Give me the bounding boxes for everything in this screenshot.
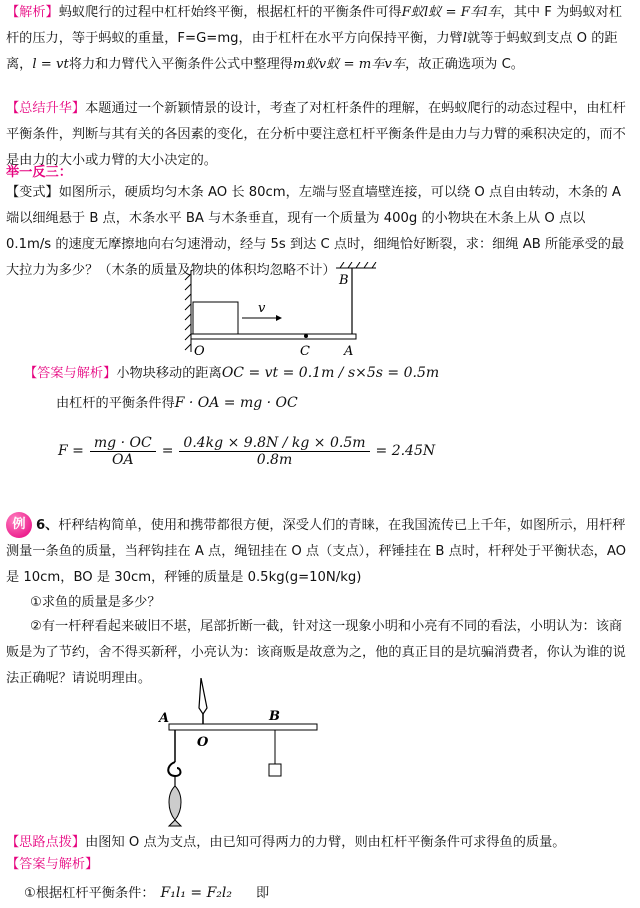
answer-tag-2: 【答案与解析】	[6, 857, 99, 872]
hook	[168, 762, 180, 776]
equals-sign: =	[161, 443, 174, 459]
label-a-2: A	[159, 711, 170, 726]
label-v: v	[258, 301, 266, 316]
balance-equation: F · OA = mg · OC	[174, 395, 298, 411]
analysis-text-1: 蚂蚁爬行的过程中杠杆始终平衡，根据杠杆的平衡条件可得	[58, 5, 402, 20]
force-calculation	[58, 424, 435, 478]
fraction-1-den: OA	[112, 451, 134, 468]
summary-text: 本题通过一个新颖情景的设计，考查了对杠杆条件的理解，在蚂蚁爬行的动态过程中，由杠杆平衡条件，判断与其有关的各因素的变化，在分析中要注意杠杆平衡条件是由力与力臂的乘积决定的，而不是由力的大小或力臂的大小决定的。	[6, 101, 626, 168]
handle-loop	[199, 678, 207, 714]
equation-ant-car: F蚁l蚁 = F车l车	[401, 5, 501, 20]
label-o: O	[194, 344, 205, 359]
analysis-tag: 【解析】	[6, 5, 59, 20]
answer-tag: 【答案与解析】	[24, 366, 117, 381]
wall-hatch	[185, 270, 191, 352]
hint-text: 由图知 O 点为支点，由已知可得两力的力臂，则由杠杆平衡条件可求得鱼的质量。	[85, 835, 566, 850]
label-b-2: B	[269, 709, 280, 724]
fraction-1	[90, 435, 156, 468]
subquestion-1: ①求鱼的质量是多少？	[30, 595, 161, 610]
answer-tag-2-line	[6, 852, 632, 878]
label-a: A	[344, 344, 354, 359]
force-result: = 2.45N	[375, 443, 436, 459]
variant-text: 【变式】如图所示，硬质均匀木条 AO 长 80cm，左端与竖直墙壁连接，可以绕 O 点自由转动，木条的 A 端以细绳悬于 B 点，木条水平 BA 与木条垂直，现有一个质量为 400g 的小物块在木条上从 O 点以 0.1m/s 的速度无摩擦地向右匀速滑动，经与 5s 到达 C 点时，细绳恰好断裂，求：细绳 AB 所能承受的最大拉力为多少？（木条的质量及物块的体积均忽略不计）	[6, 185, 625, 278]
solution-text: ①根据杠杆平衡条件：	[24, 886, 155, 901]
example-badge: 例	[6, 512, 32, 538]
symbol-l: l	[462, 31, 467, 46]
example-6-question	[6, 512, 632, 591]
lever-wall-diagram	[176, 262, 386, 362]
example-number: 6、	[36, 518, 59, 533]
lever-law-equation: F₁l₁ = F₂l₂	[160, 885, 232, 901]
subquestion-2-text: ②有一杆秤看起来破旧不堪，尾部折断一截，针对这一现象小明和小亮有不同的看法，小明认为：该商贩是为了节约，舍不得买新秤，小亮认为：该商贩是故意为之，他的真正目的是坑骗消费者，你认为谁的说法正确呢？请说明理由。	[6, 619, 626, 686]
fraction-2-den: 0.8m	[256, 451, 293, 468]
distance-equation: OC = vt = 0.1m / s×5s = 0.5m	[221, 365, 440, 381]
equation-l-vt: l = vt	[32, 57, 69, 72]
sliding-block	[193, 302, 238, 334]
point-c-dot	[304, 334, 308, 338]
summary-tag: 【总结升华】	[6, 101, 86, 116]
answer-line	[24, 360, 632, 387]
analysis-text-5: ，故正确选项为 C。	[405, 57, 524, 72]
label-o-2: O	[197, 735, 209, 750]
ceiling-hatch	[336, 262, 376, 268]
lever-plank	[191, 334, 356, 339]
analysis-paragraph	[6, 0, 632, 78]
hint-tag: 【思路点拨】	[6, 835, 86, 850]
example-text: 杆秤结构简单，使用和携带都很方便，深受人们的青睐，在我国流传已上千年，如图所示，用杆秤测量一条鱼的质量，当秤钩挂在 A 点，绳钮挂在 O 点（支点），秤锤挂在 B 点时，杆秤处于平衡状态，AO 是 10cm，BO 是 30cm，秤锤的质量是 0.5kg(g=10N/kg)	[6, 518, 627, 585]
variant-heading: 举一反三：	[6, 165, 72, 180]
balance-line	[56, 390, 632, 417]
answer-text: 小物块移动的距离	[116, 366, 222, 381]
fraction-1-num: mg · OC	[90, 435, 156, 452]
solution-tail: 即	[255, 886, 270, 901]
fish	[169, 786, 181, 826]
equation-mv: m蚁v蚁 = m车v车	[292, 57, 406, 72]
analysis-text-4: 将力和力臂代入平衡条件公式中整理得	[68, 57, 293, 72]
label-b: B	[339, 273, 349, 288]
steelyard-diagram	[155, 678, 325, 828]
f-symbol: F =	[58, 443, 84, 459]
analysis-text-3: 就等于蚂蚁到支点 O 的距离，	[6, 31, 618, 72]
balance-text: 由杠杆的平衡条件得	[56, 396, 175, 411]
solution-line	[24, 880, 632, 907]
fraction-2	[179, 435, 369, 468]
steelyard-weight	[269, 764, 281, 776]
label-c: C	[300, 344, 310, 359]
steelyard-beam	[169, 724, 317, 730]
analysis-text-2: ，其中 F 为蚂蚁对杠杆的压力，等于蚂蚁的重量，F=G=mg，由于杠杆在水平方向保持平衡，力臂	[6, 5, 623, 46]
fraction-2-num: 0.4kg × 9.8N / kg × 0.5m	[179, 435, 369, 452]
